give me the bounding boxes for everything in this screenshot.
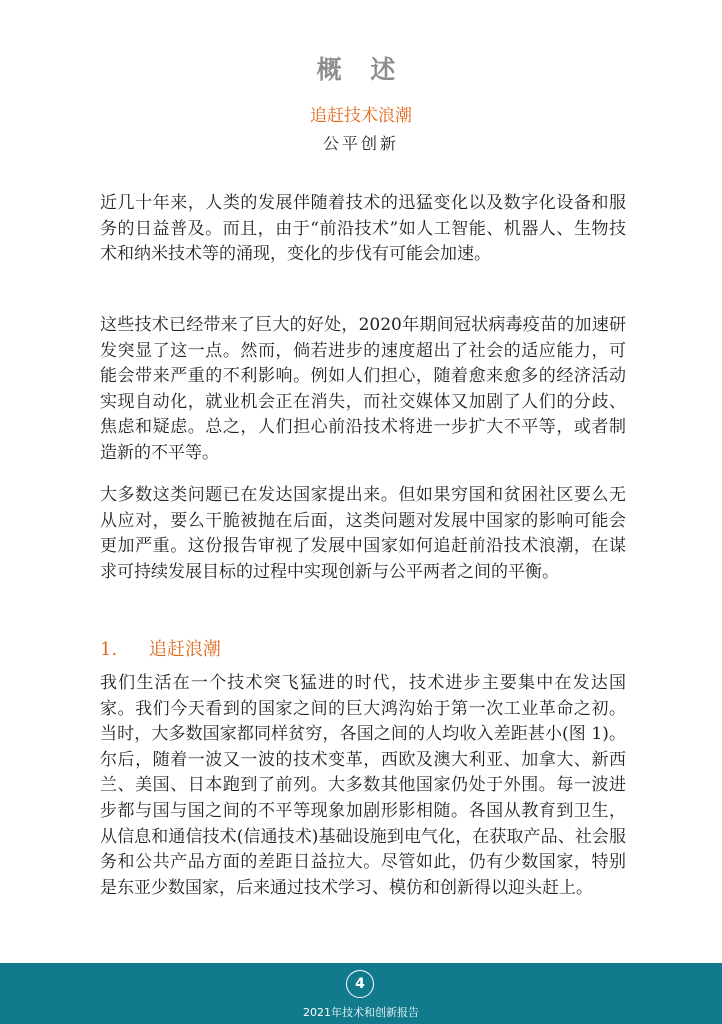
section-paragraph: 我们生活在一个技术突飞猛进的时代，技术进步主要集中在发达国家。我们今天看到的国家之间的巨大鸿沟始于第一次工业革命之初。当时，大多数国家都同样贫穷，各国之间的人均收入差距甚小(图 1)。尔后，随着一波又一波的技术变革，西欧及澳大利亚、加拿大、新西兰、美国、日本跑到了前列。大多数其他国家仍处于外围。每一波进步都与国与国之间的不平等现象加剧形影相随。各国从教育到卫生，从信息和通信技术(信通技术)基础设施到电气化，在获取产品、社会服务和公共产品方面的差距日益拉大。尽管如此，仍有少数国家，特别是东亚少数国家，后来通过技术学习、模仿和创新得以迎头赶上。 (100, 673, 626, 898)
body-paragraph: 这些技术已经带来了巨大的好处，2020年期间冠状病毒疫苗的加速研发突显了这一点。然而，倘若进步的速度超出了社会的适应能力，可能会带来严重的不利影响。例如人们担心，随着愈来愈多的经济活动实现自动化，就业机会正在消失，而社交媒体又加剧了人们的分歧、焦虑和疑虑。总之，人们担心前沿技术将进一步扩大不平等，或者制造新的不平等。 (100, 315, 626, 463)
body-paragraph: 大多数这类问题已在发达国家提出来。但如果穷国和贫困社区要么无从应对，要么干脆被抛在后面，这类问题对发展中国家的影响可能会更加严重。这份报告审视了发展中国家如何追赶前沿技术浪潮，在谋求可持续发展目标的过程中实现创新与公平两者之间的平衡。 (100, 485, 626, 582)
page-number-badge: 4 (346, 970, 374, 998)
section-heading (100, 635, 221, 661)
page-subtitle: 追赶技术浪潮 (310, 106, 412, 126)
footer-report-title: 2021年技术和创新报告 (303, 1006, 419, 1019)
section-number: 1. (100, 639, 118, 660)
body-paragraph: 近几十年来，人类的发展伴随着技术的迅猛变化以及数字化设备和服务的日益普及。而且，由于“前沿技术”如人工智能、机器人、生物技术和纳米技术等的涌现，变化的步伐有可能会加速。 (100, 193, 626, 265)
section-title: 追赶浪潮 (148, 639, 221, 660)
page-title: 概 述 (316, 55, 406, 84)
page-tagline: 公平创新 (322, 134, 399, 153)
